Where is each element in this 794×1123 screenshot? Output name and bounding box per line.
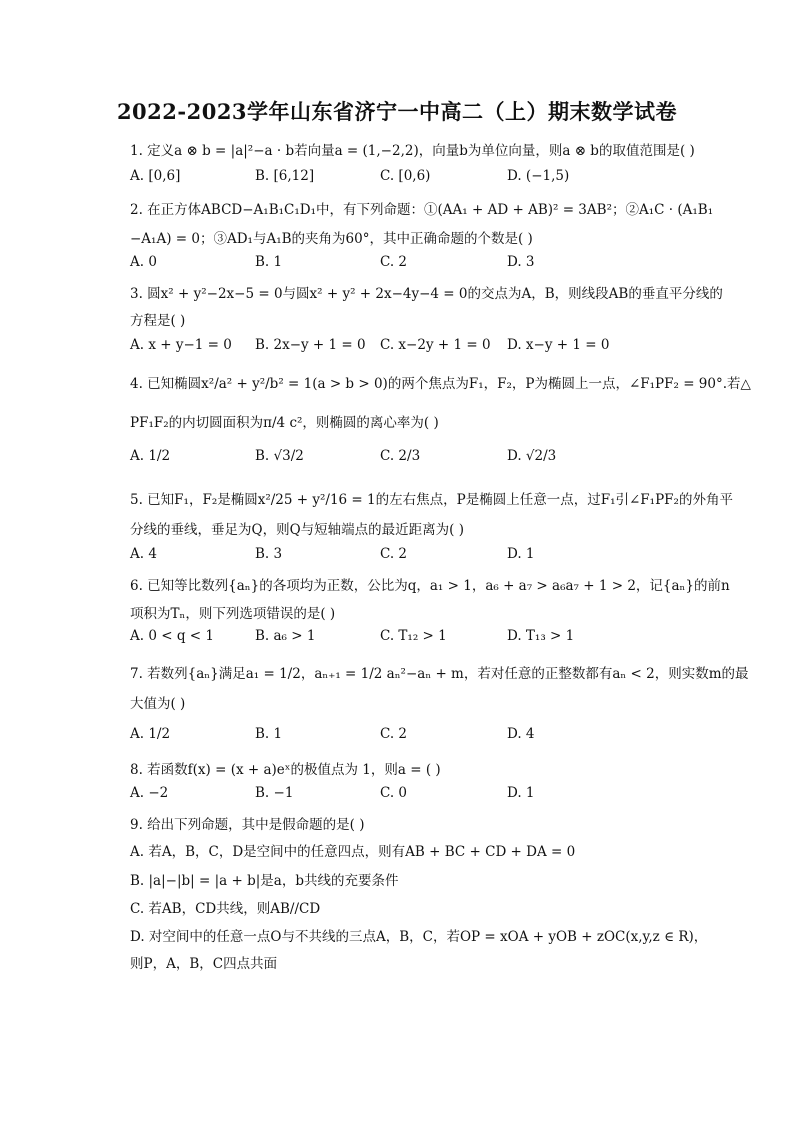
question-7-option-c: C. 2	[380, 726, 408, 742]
question-5-options	[130, 546, 700, 564]
question-6-option-a: A. 0 < q < 1	[130, 628, 214, 644]
question-2-option-d: D. 3	[507, 254, 535, 270]
question-7-line-2: 大值为( )	[130, 696, 186, 712]
question-1-line-1: 1. 定义a ⊗ b = |a|²−a · b若向量a = (1,−2,2)，向量b为单位向量，则a ⊗ b的取值范围是( )	[130, 143, 695, 159]
question-5-line-1: 5. 已知F₁，F₂是椭圆x²/25 + y²/16 = 1的左右焦点，P是椭圆上任意一点，过F₁引∠F₁PF₂的外角平	[130, 492, 733, 508]
question-1-option-a: A. [0,6]	[130, 168, 181, 184]
question-6-option-b: B. a₆ > 1	[255, 628, 316, 644]
question-4-option-d: D. √2/3	[507, 448, 557, 464]
question-5-option-a: A. 4	[130, 546, 157, 562]
question-2-option-a: A. 0	[130, 254, 157, 270]
question-1-options	[130, 168, 700, 186]
question-9-option-c: C. 若AB，CD共线，则AB//CD	[130, 901, 321, 917]
question-9-option-d-line-1: D. 对空间中的任意一点O与不共线的三点A，B，C，若OP = xOA + yOB + zOC(x,y,z ∈ R)，	[130, 929, 708, 945]
question-5-option-c: C. 2	[380, 546, 408, 562]
question-2-option-c: C. 2	[380, 254, 408, 270]
question-3-options	[130, 337, 700, 355]
question-3-option-d: D. x−y + 1 = 0	[507, 337, 610, 353]
question-1-option-c: C. [0,6)	[380, 168, 431, 184]
question-4-option-a: A. 1/2	[130, 448, 171, 464]
question-6-option-d: D. T₁₃ > 1	[507, 628, 575, 644]
question-7-options	[130, 726, 700, 744]
question-5-option-b: B. 3	[255, 546, 283, 562]
question-3-line-2: 方程是( )	[130, 313, 186, 329]
question-2-options	[130, 254, 700, 272]
question-7-option-d: D. 4	[507, 726, 535, 742]
question-9-option-a: A. 若A，B，C，D是空间中的任意四点，则有AB + BC + CD + DA = 0	[130, 844, 576, 860]
question-7-line-1: 7. 若数列{aₙ}满足a₁ = 1/2，aₙ₊₁ = 1/2 aₙ²−aₙ + m，若对任意的正整数都有aₙ < 2，则实数m的最	[130, 666, 749, 682]
question-4-option-b: B. √3/2	[255, 448, 304, 464]
question-8-option-d: D. 1	[507, 785, 535, 801]
question-4-option-c: C. 2/3	[380, 448, 421, 464]
question-8-option-a: A. −2	[130, 785, 169, 801]
question-2-line-1: 2. 在正方体ABCD−A₁B₁C₁D₁中，有下列命题：①(AA₁ + AD + AB)² = 3AB²；②A₁C · (A₁B₁	[130, 202, 714, 218]
question-5-option-d: D. 1	[507, 546, 535, 562]
question-2-option-b: B. 1	[255, 254, 283, 270]
question-6-line-1: 6. 已知等比数列{aₙ}的各项均为正数，公比为q，a₁ > 1，a₆ + a₇ > a₆a₇ + 1 > 2，记{aₙ}的前n	[130, 578, 730, 594]
question-6-option-c: C. T₁₂ > 1	[380, 628, 447, 644]
question-3-option-a: A. x + y−1 = 0	[130, 337, 232, 353]
question-5-line-2: 分线的垂线，垂足为Q，则Q与短轴端点的最近距离为( )	[130, 522, 464, 538]
question-8-line-1: 8. 若函数f(x) = (x + a)eˣ的极值点为 1，则a = ( )	[130, 762, 441, 778]
question-3-line-1: 3. 圆x² + y²−2x−5 = 0与圆x² + y² + 2x−4y−4 = 0的交点为A，B，则线段AB的垂直平分线的	[130, 286, 723, 302]
question-4-options	[130, 448, 700, 466]
question-1-option-d: D. (−1,5)	[507, 168, 570, 184]
question-7-option-a: A. 1/2	[130, 726, 171, 742]
question-2-line-2: −A₁A) = 0；③AD₁与A₁B的夹角为60°，其中正确命题的个数是( )	[130, 231, 533, 247]
question-8-option-c: C. 0	[380, 785, 408, 801]
exam-title: 2022-2023学年山东省济宁一中高二（上）期末数学试卷	[116, 99, 678, 124]
question-9-line-1: 9. 给出下列命题，其中是假命题的是( )	[130, 817, 365, 833]
question-3-option-c: C. x−2y + 1 = 0	[380, 337, 491, 353]
question-8-option-b: B. −1	[255, 785, 294, 801]
question-9-option-b: B. |a|−|b| = |a + b|是a，b共线的充要条件	[130, 873, 399, 889]
question-3-option-b: B. 2x−y + 1 = 0	[255, 337, 366, 353]
question-6-line-2: 项积为Tₙ，则下列选项错误的是( )	[130, 606, 336, 622]
question-1-option-b: B. [6,12]	[255, 168, 315, 184]
question-7-option-b: B. 1	[255, 726, 283, 742]
question-9-option-d-line-2: 则P，A，B，C四点共面	[130, 956, 278, 972]
question-8-options	[130, 785, 700, 803]
question-6-options	[130, 628, 700, 646]
question-4-line-2: PF₁F₂的内切圆面积为π/4 c²，则椭圆的离心率为( )	[130, 415, 439, 431]
question-4-line-1: 4. 已知椭圆x²/a² + y²/b² = 1(a > b > 0)的两个焦点为F₁，F₂，P为椭圆上一点，∠F₁PF₂ = 90°.若△	[130, 376, 751, 392]
